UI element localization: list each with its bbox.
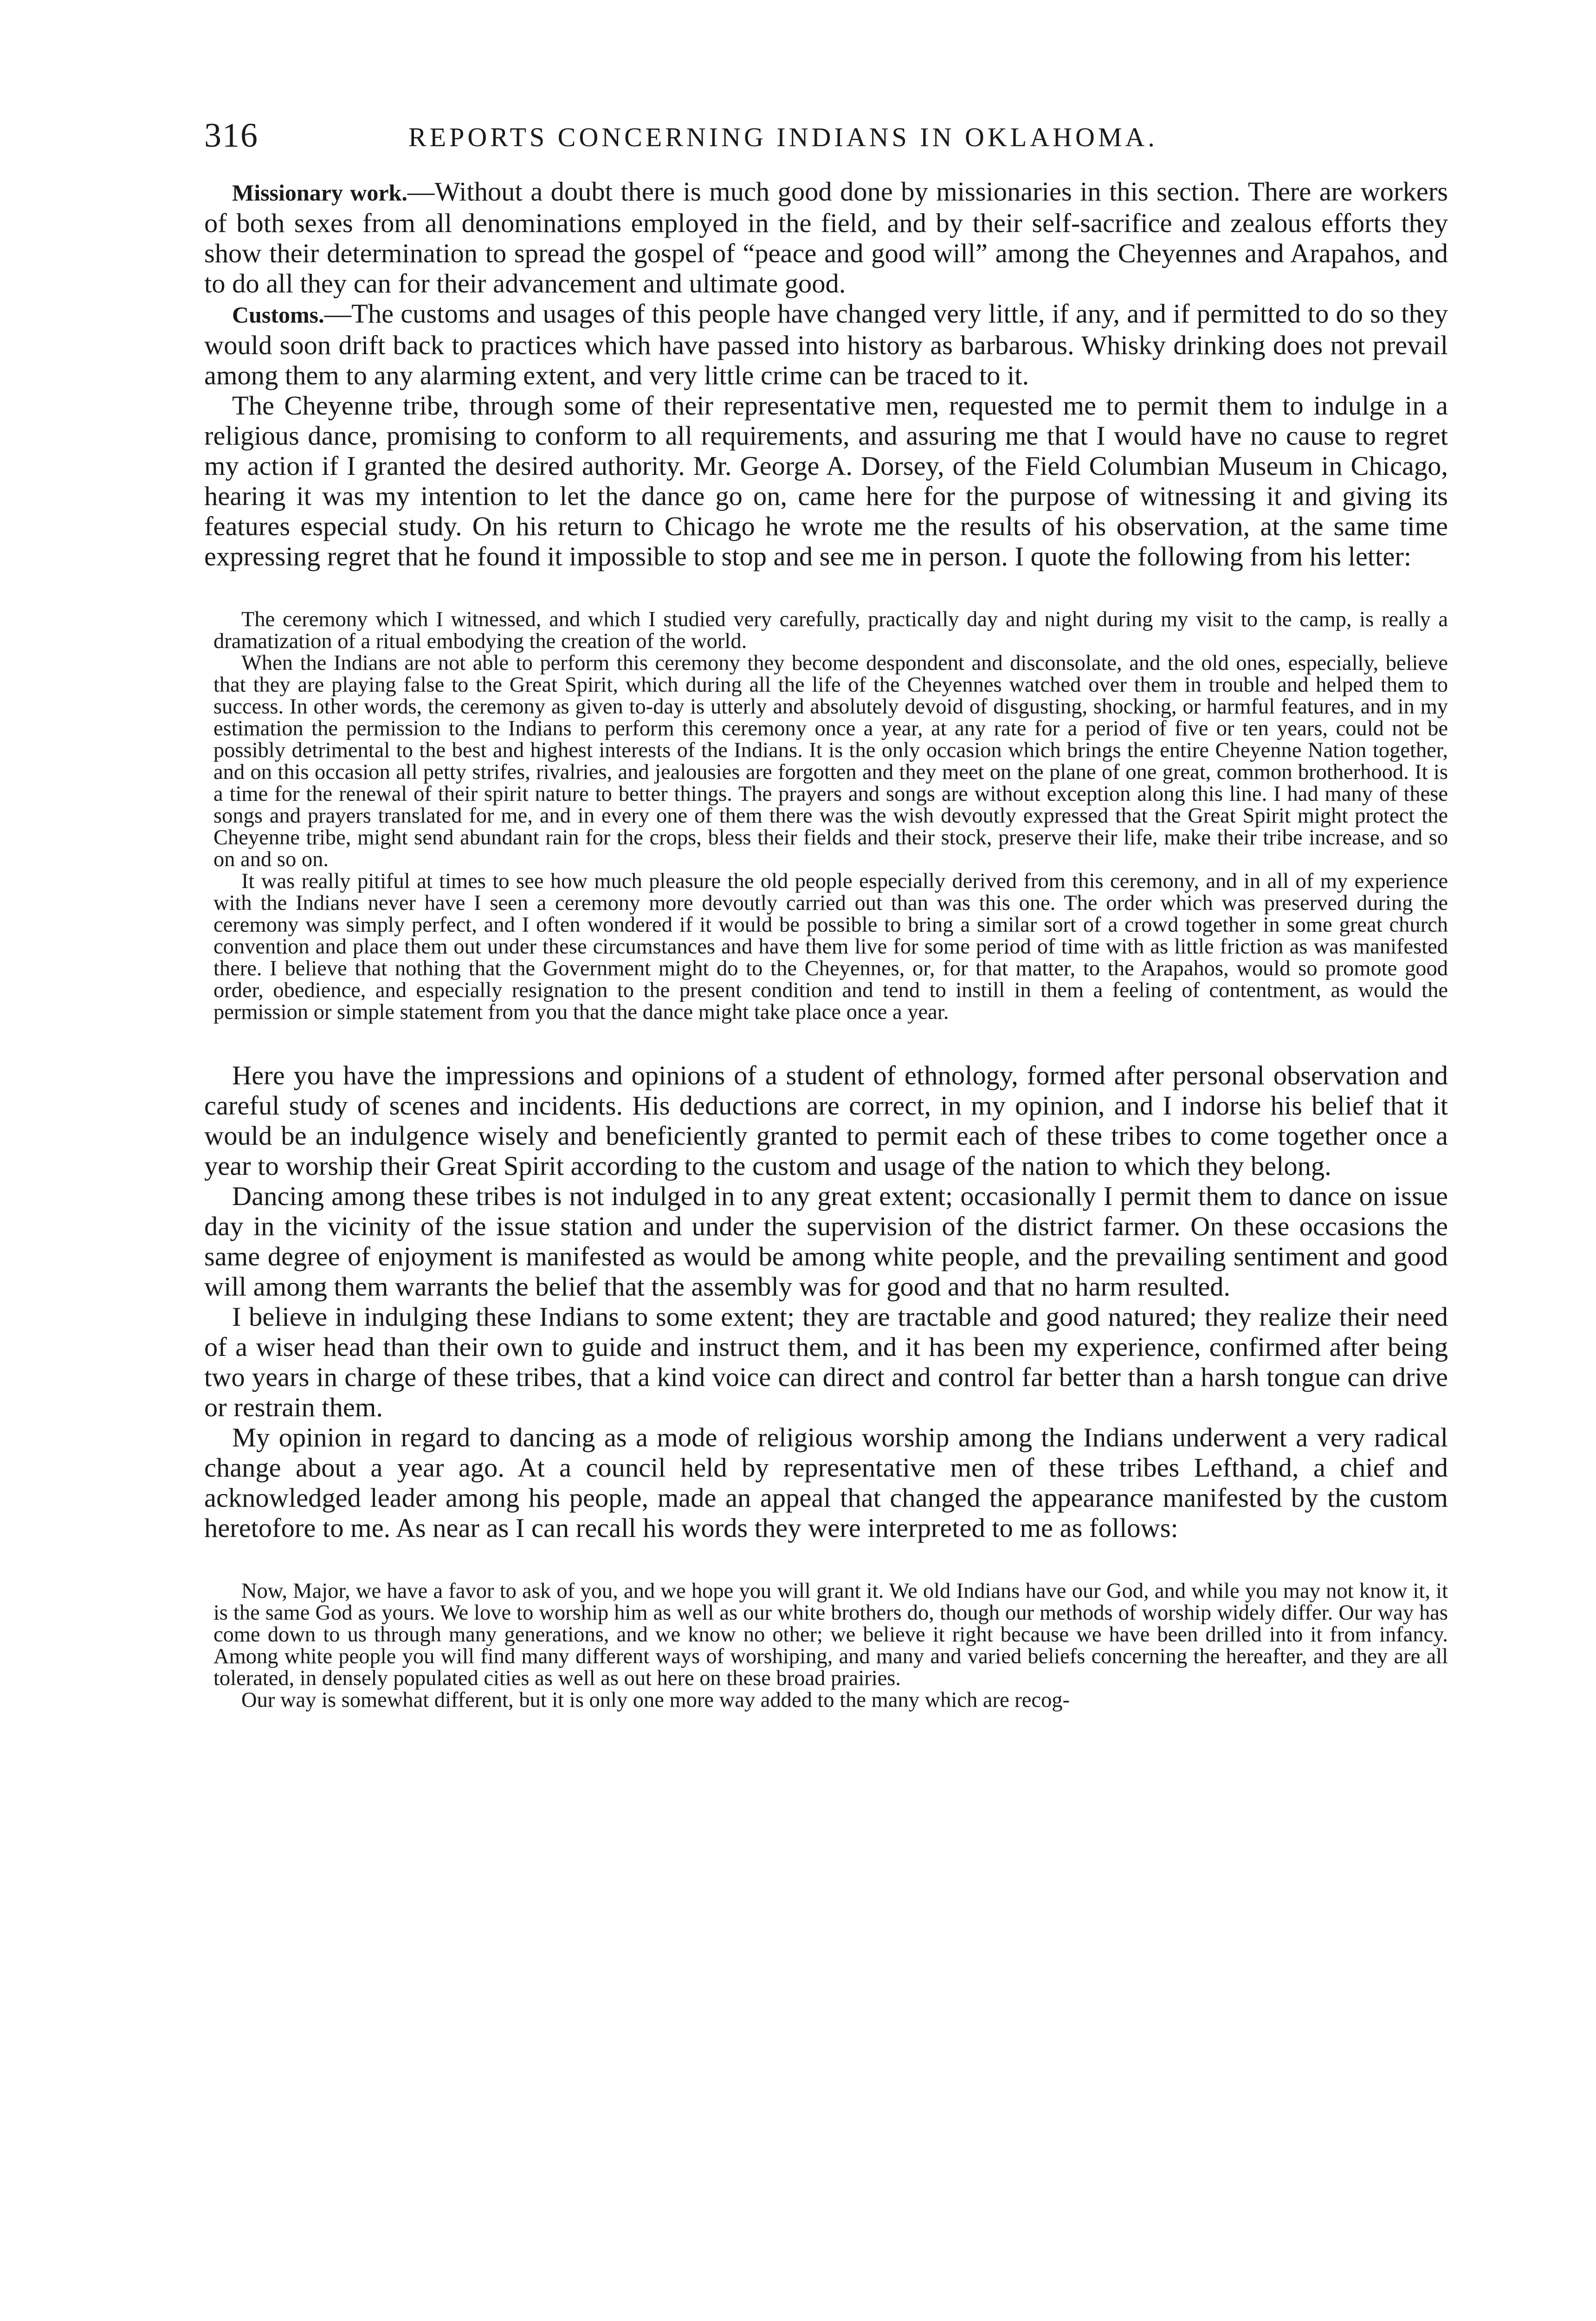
run-in-heading: Missionary work.: [232, 180, 407, 206]
paragraph-text: The Cheyenne tribe, through some of their representative men, requested me to permit them to indulge in a religious dance, promising to conform to all requirements, and assuring me that I would have no cause to regret my action if I granted the desired authority. Mr. George A. Dorsey, of the Field Columbian Museum in Chicago, hearing it was my intention to let the dance go on, came here for the purpose of witnessing it and giving its features especial study. On his return to Chicago he wrote me the results of his observation, at the same time expressing regret that he found it impossible to stop and see me in person. I quote the following from his letter:: [204, 390, 1448, 571]
section-missionary-customs: [204, 176, 1448, 571]
paragraph-text: —The customs and usages of this people have changed very little, if any, and if permitted to do so they would soon drift back to practices which have passed into history as barbarous. Whisky drinking does not prevail among them to any alarming extent, and very little crime can be traced to it.: [204, 298, 1448, 390]
document-page: [204, 116, 1448, 1711]
running-head: [204, 116, 1448, 176]
quote-paragraph: When the Indians are not able to perform this ceremony they become despondent and disconsolate, and the old ones, especially, believe that they are playing false to the Great Spirit, which during all the life of the Cheyennes watched over them in trouble and helped them to success. In other words, the ceremony as given to-day is utterly and absolutely devoid of disgusting, shocking, or harmful features, and in my estimation the permission to the Indians to perform this ceremony once a year, at any rate for a period of five or ten years, could not be possibly detrimental to the best and highest interests of the Indians. It is the only occasion which brings the entire Cheyenne Nation together, and on this occasion all petty strifes, rivalries, and jealousies are forgotten and they meet on the plane of one great, common brotherhood. It is a time for the renewal of their spirit nature to better things. The prayers and songs are without exception along this line. I had many of these songs and prayers translated for me, and in every one of them there was the wish devoutly expressed that the Great Spirit might protect the Cheyenne tribe, might send abundant rain for the crops, bless their fields and their stock, preserve their life, make their tribe increase, and so on and so on.: [213, 651, 1448, 871]
paragraph-ethnology: Here you have the impressions and opinions of a student of ethnology, formed after personal observation and careful study of scenes and incidents. His deductions are correct, in my opinion, and I indorse his belief that it would be an indulgence wisely and beneficiently granted to permit each of these tribes to come together once a year to worship their Great Spirit according to the custom and usage of the nation to which they belong.: [204, 1060, 1448, 1181]
paragraph-indulging: I believe in indulging these Indians to some extent; they are tractable and good natured; they realize their need of a wiser head than their own to guide and instruct them, and it has been my experience, confirmed after being two years in charge of these tribes, that a kind voice can direct and control far better than a harsh tongue can drive or restrain them.: [204, 1302, 1448, 1422]
paragraph-dancing: Dancing among these tribes is not indulged in to any great extent; occasionally I permit them to dance on issue day in the vicinity of the issue station and under the supervision of the district farmer. On these occasions the same degree of enjoyment is manifested as would be among white people, and the prevailing sentiment and good will among them warrants the belief that the assembly was for good and that no harm resulted.: [204, 1181, 1448, 1302]
paragraph-missionary-work: [204, 176, 1448, 298]
block-quote-dorsey-letter: [204, 609, 1448, 1023]
running-title: REPORTS CONCERNING INDIANS IN OKLAHOMA.: [408, 122, 1158, 152]
paragraph-text: —Without a doubt there is much good done by missionaries in this section. There are workers of both sexes from all denominations employed in the field, and by their self-sacrifice and zealous efforts they show their determination to spread the gospel of “peace and good will” among the Cheyennes and Arapahos, and to do all they can for their advancement and ultimate good.: [204, 176, 1448, 298]
run-in-heading: Customs.: [232, 302, 324, 328]
paragraph-opinion: My opinion in regard to dancing as a mode of religious worship among the Indians underwent a very radical change about a year ago. At a council held by representative men of these tribes Lefthand, a chief and acknowledged leader among his people, made an appeal that changed the appearance manifested by the custom heretofore to me. As near as I can recall his words they were interpreted to me as follows:: [204, 1422, 1448, 1543]
page-number: 316: [204, 117, 258, 155]
block-quote-lefthand-speech: [204, 1580, 1448, 1711]
quote-paragraph: Now, Major, we have a favor to ask of you, and we hope you will grant it. We old Indians have our God, and while you may not know it, it is the same God as yours. We love to worship him as well as our white brothers do, though our methods of worship widely differ. Our way has come down to us through many generations, and we know no other; we believe it right because we have been drilled into it from infancy. Among white people you will find many different ways of worshiping, and many and varied beliefs concerning the hereafter, and they are all tolerated, in densely populated cities as well as out here on these broad prairies.: [213, 1579, 1448, 1690]
paragraph-customs: [204, 298, 1448, 390]
quote-paragraph: Our way is somewhat different, but it is only one more way added to the many which are recog-: [241, 1688, 1070, 1712]
quote-paragraph: It was really pitiful at times to see how much pleasure the old people especially derived from this ceremony, and in all of my experience with the Indians never have I seen a ceremony more devoutly carried out than was this one. The order which was preserved during the ceremony was simply perfect, and I often wondered if it would be possible to bring a similar sort of a crowd together in some great church convention and place them out under these circumstances and have them live for some period of time with as little friction as was manifested there. I believe that nothing that the Government might do to the Cheyennes, or, for that matter, to the Arapahos, would so promote good order, obedience, and especially resignation to the present condition and tend to instill in them a feeling of contentment, as would the permission or simple statement from you that the dance might take place once a year.: [213, 869, 1448, 1024]
section-commentary: [204, 1060, 1448, 1543]
paragraph-cheyenne-request: [204, 390, 1448, 571]
quote-paragraph: The ceremony which I witnessed, and which I studied very carefully, practically day and night during my visit to the camp, is really a dramatization of a ritual embodying the creation of the world.: [213, 608, 1448, 653]
